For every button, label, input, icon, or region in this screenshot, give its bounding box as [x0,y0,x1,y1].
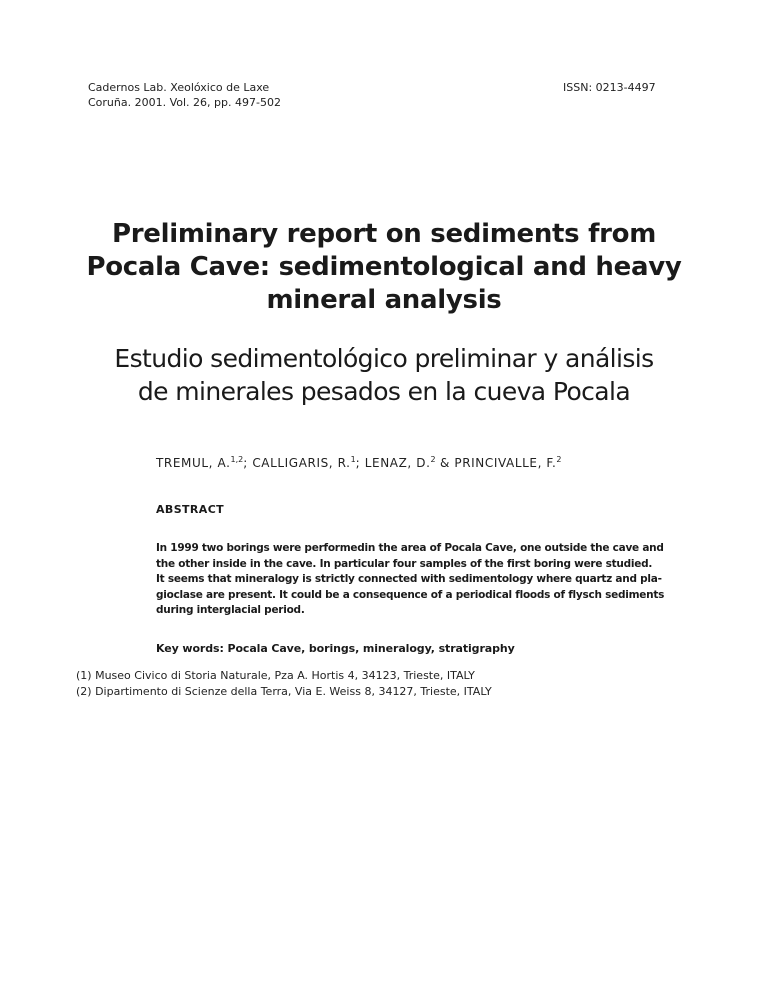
article-title-english [60,218,708,317]
title-en-line-1: Preliminary report on sediments from [112,219,656,249]
article-title-spanish [60,342,708,408]
abstract-heading: ABSTRACT [156,503,225,516]
author-affiliation-mark: 2 [430,455,436,464]
author-affiliation-mark: 1,2 [230,455,244,464]
author-separator: & [435,456,455,470]
author-affiliation-mark: 2 [556,455,562,464]
author-name: TREMUL, A. [156,456,231,470]
issn: ISSN: 0213-4497 [563,81,656,94]
abstract-line: In 1999 two borings were performedin the area of Pocala Cave, one outside the cave and [156,542,664,554]
title-en-line-2: Pocala Cave: sedimentological and heavy [86,252,682,282]
author-affiliation-mark: 1 [350,455,356,464]
author-name: PRINCIVALLE, F. [454,456,557,470]
author-list [156,452,562,471]
author-name: LENAZ, D. [364,456,431,470]
abstract-body [156,541,681,619]
affiliation-2: (2) Dipartimento di Scienze della Terra, Via E. Weiss 8, 34127, Trieste, ITALY [76,685,492,698]
journal-citation [88,80,281,110]
journal-volume: Coruña. 2001. Vol. 26, pp. 497-502 [88,96,281,109]
affiliations [76,668,492,700]
author-name: CALLIGARIS, R. [252,456,351,470]
abstract-line: during interglacial period. [156,604,305,616]
title-es-line-1: Estudio sedimentológico preliminar y análisis [114,344,654,373]
abstract-line: the other inside in the cave. In particular four samples of the first boring were studied. [156,557,653,570]
affiliation-1: (1) Museo Civico di Storia Naturale, Pza A. Hortis 4, 34123, Trieste, ITALY [76,669,475,682]
author-separator: ; [355,456,365,470]
title-en-line-3: mineral analysis [266,285,502,315]
title-es-line-2: de minerales pesados en la cueva Pocala [137,377,631,406]
author-separator: ; [243,456,253,470]
abstract-line: It seems that mineralogy is strictly connected with sedimentology where quartz and pla- [156,573,662,585]
keywords: Key words: Pocala Cave, borings, mineralogy, stratigraphy [156,642,515,655]
journal-name: Cadernos Lab. Xeolóxico de Laxe [88,81,270,94]
abstract-line: gioclase are present. It could be a consequence of a periodical floods of flysch sediments [156,588,665,601]
